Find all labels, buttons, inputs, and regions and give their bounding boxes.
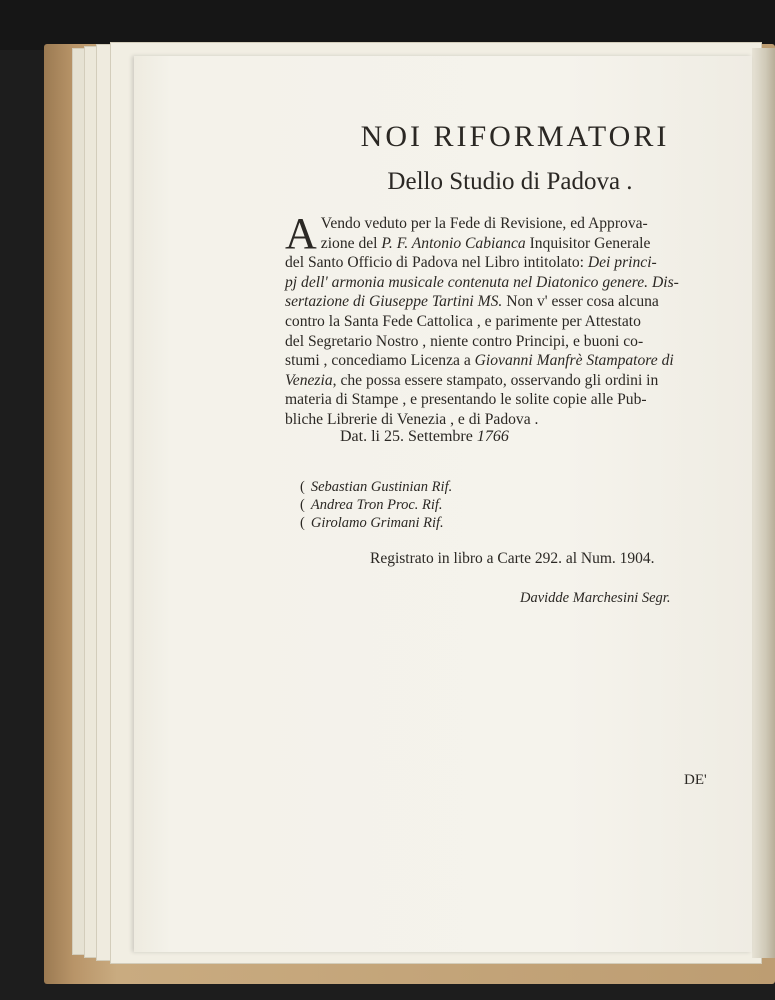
page-title: NOI RIFORMATORI xyxy=(360,120,670,153)
italic-text: Venezia xyxy=(285,371,333,389)
signature: ( Girolamo Grimani Rif. xyxy=(300,515,444,531)
text-segment: Non v' esser cosa alcuna xyxy=(502,293,659,311)
signature-name: Sebastian Gustinian Rif. xyxy=(310,479,453,495)
text-line xyxy=(285,253,740,273)
text-line xyxy=(285,234,740,254)
italic-text: sertazione di Giuseppe Tartini MS. xyxy=(285,293,503,311)
italic-text: pj dell' armonia musicale contenuta nel Diatonico genere. Dis- xyxy=(285,273,679,291)
text-segment: del Santo Officio di Padova nel Libro intitolato: xyxy=(285,254,588,272)
text-segment: Inquisitor Generale xyxy=(525,234,651,252)
drop-cap: A xyxy=(285,209,317,258)
text-line xyxy=(285,371,740,391)
text-segment: contro la Santa Fede Cattolica , e parimente per Attestato xyxy=(285,312,641,330)
text-line xyxy=(285,273,740,293)
date-year: 1766 xyxy=(476,428,509,445)
italic-text: P. F. Antonio Cabianca xyxy=(381,234,526,252)
text-segment: stumi , concediamo Licenza a xyxy=(285,352,475,370)
italic-text: Giovanni Manfrè Stampatore di xyxy=(474,352,674,370)
text-segment: , che possa essere stampato, osservando gli ordini in xyxy=(332,371,659,389)
text-segment: zione del xyxy=(320,234,382,252)
signature: ( Andrea Tron Proc. Rif. xyxy=(300,497,443,513)
italic-text: Dei princi- xyxy=(587,254,657,272)
text-segment: bliche Librerie di Venezia , e di Padova . xyxy=(285,410,539,428)
license-text xyxy=(285,209,740,430)
text-segment: materia di Stampe , e presentando le solite copie alle Pub- xyxy=(285,391,647,409)
signature-name: Andrea Tron Proc. Rif. xyxy=(310,497,443,513)
page-subtitle: Dello Studio di Padova . xyxy=(387,168,633,195)
secretary-line: Davidde Marchesini Segr. xyxy=(520,590,671,606)
signatures xyxy=(300,478,452,532)
text-line xyxy=(285,312,740,332)
registration-line: Registrato in libro a Carte 292. al Num. 1904. xyxy=(370,550,655,567)
text-line xyxy=(285,390,740,410)
text-line xyxy=(285,410,740,430)
text-segment: Vendo veduto per la Fede di Revisione, ed Approva- xyxy=(320,215,648,232)
text-line xyxy=(285,292,740,312)
text-segment: del Segretario Nostro , niente contro Principi, e buoni co- xyxy=(285,332,644,350)
text-line xyxy=(285,351,740,371)
text-line xyxy=(285,214,740,234)
catchword: DE' xyxy=(684,772,707,788)
text-line xyxy=(285,332,740,352)
date-prefix: Dat. li 25. Settembre xyxy=(340,428,477,445)
signature-name: Girolamo Grimani Rif. xyxy=(310,515,444,531)
signature: ( Sebastian Gustinian Rif. xyxy=(300,479,453,495)
date-line xyxy=(340,428,509,446)
